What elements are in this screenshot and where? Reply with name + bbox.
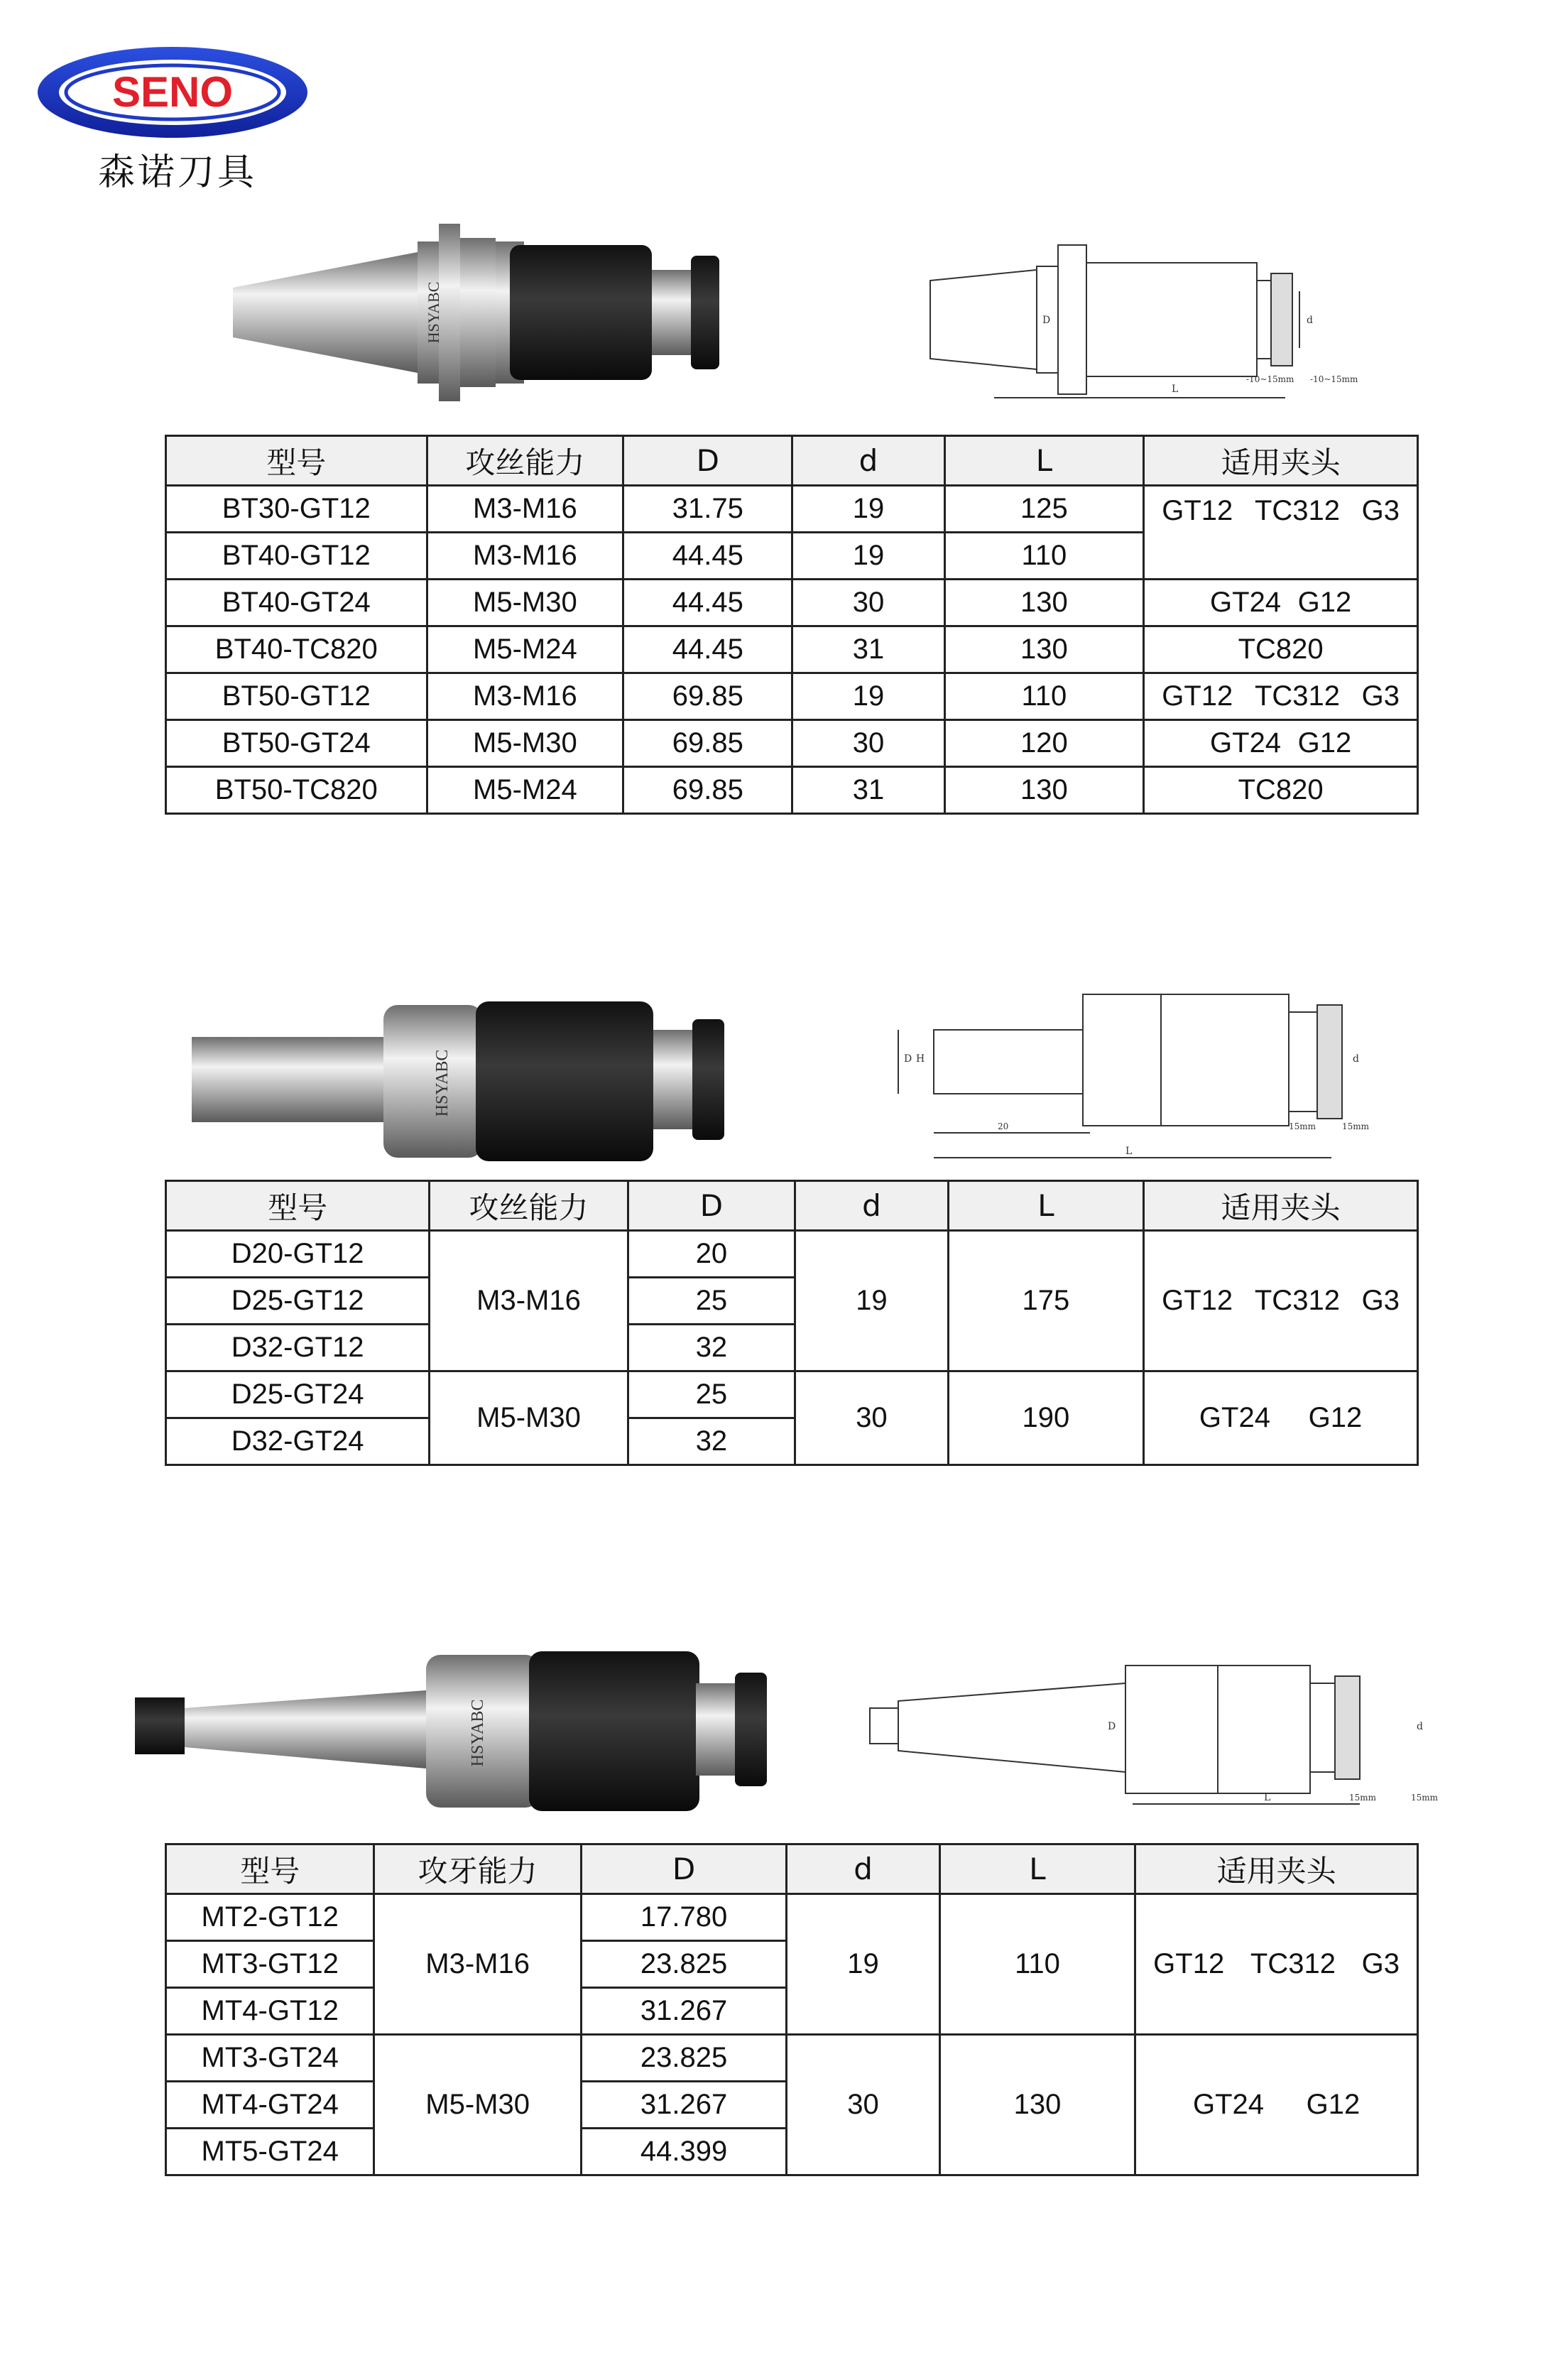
company-name: 森诺刀具 [98, 151, 258, 194]
cell-capacity: M5-M24 [427, 767, 623, 814]
cell-D: 31.267 [581, 1988, 787, 2035]
cell-model: BT50-TC820 [166, 767, 427, 814]
cell-chucks: TC820 [1144, 626, 1418, 673]
cell-d: 31 [792, 626, 944, 673]
cell-D: 23.825 [581, 1941, 787, 1988]
table-row [166, 673, 1418, 720]
cell-model: BT50-GT24 [166, 720, 427, 767]
svg-text:d: d [1307, 315, 1313, 326]
cell-L: 110 [944, 533, 1144, 580]
svg-text:D: D [1108, 1721, 1116, 1732]
svg-text:D: D [904, 1053, 912, 1065]
cell-L: 110 [939, 1894, 1135, 2035]
cell-model: BT40-GT24 [166, 580, 427, 626]
bt-holder-photo [226, 213, 751, 412]
cell-L: 130 [944, 580, 1144, 626]
col-header-model: 型号 [166, 1181, 430, 1231]
svg-text:-10~15mm: -10~15mm [1310, 374, 1358, 384]
svg-text:HSYABC: HSYABC [425, 281, 442, 344]
col-header-chucks: 适用夹头 [1135, 1844, 1418, 1894]
svg-text:D: D [1042, 315, 1051, 326]
cell-D: 25 [628, 1371, 795, 1418]
cell-d: 19 [792, 486, 944, 533]
chuck-label: G3 [1361, 1948, 1400, 1979]
cell-D: 69.85 [623, 720, 792, 767]
cell-D: 44.45 [623, 626, 792, 673]
morse-taper-spec-table [165, 1843, 1419, 2176]
col-header-L: L [939, 1844, 1135, 1894]
chuck-label: GT12 [1153, 1948, 1225, 1979]
cell-d: 30 [792, 720, 944, 767]
cell-d: 19 [787, 1894, 940, 2035]
cell-chucks [1144, 580, 1418, 626]
bt-spec-table [165, 435, 1419, 815]
svg-text:15mm: 15mm [1411, 1793, 1439, 1803]
table-row [166, 580, 1418, 626]
cell-D: 44.45 [623, 580, 792, 626]
col-header-L: L [944, 436, 1144, 486]
cell-D: 31.267 [581, 2082, 787, 2129]
chuck-label: TC312 [1254, 680, 1340, 712]
table-row [166, 1371, 1418, 1418]
cell-capacity: M5-M30 [430, 1371, 628, 1465]
chuck-label: GT12 [1162, 680, 1233, 712]
col-header-chucks: 适用夹头 [1144, 436, 1418, 486]
cell-d: 30 [792, 580, 944, 626]
cell-capacity: M3-M16 [427, 673, 623, 720]
table-row [166, 720, 1418, 767]
cell-D: 69.85 [623, 767, 792, 814]
svg-text:15mm: 15mm [1349, 1793, 1377, 1803]
svg-text:20: 20 [998, 1121, 1009, 1131]
col-header-chucks: 适用夹头 [1144, 1181, 1418, 1231]
cell-model: MT3-GT24 [166, 2035, 374, 2082]
bt-holder-drawing [923, 234, 1363, 405]
chuck-label: G3 [1361, 680, 1400, 712]
col-header-D: D [628, 1181, 795, 1231]
cell-model: D25-GT12 [166, 1278, 430, 1325]
chuck-label: GT24 [1192, 2089, 1264, 2120]
cell-chucks [1144, 1371, 1418, 1465]
cell-chucks [1135, 1894, 1418, 2035]
svg-text:HSYABC: HSYABC [433, 1049, 452, 1117]
cell-L: 130 [939, 2035, 1135, 2175]
chuck-label: GT12 [1162, 1285, 1233, 1316]
cell-D: 31.75 [623, 486, 792, 533]
cell-d: 30 [795, 1371, 949, 1465]
col-header-d: d [787, 1844, 940, 1894]
chuck-label: GT24 [1210, 727, 1282, 759]
cell-L: 110 [944, 673, 1144, 720]
chuck-label: TC312 [1254, 495, 1340, 526]
cell-capacity: M5-M30 [427, 580, 623, 626]
svg-text:d: d [1417, 1721, 1423, 1732]
straight-shank-drawing [891, 991, 1388, 1168]
svg-text:15mm: 15mm [1342, 1121, 1370, 1131]
cell-model: D32-GT12 [166, 1325, 430, 1371]
cell-d: 19 [795, 1231, 949, 1371]
cell-D: 44.45 [623, 533, 792, 580]
table-row [166, 486, 1418, 533]
cell-model: D20-GT12 [166, 1231, 430, 1278]
cell-L: 190 [948, 1371, 1143, 1465]
chuck-label: G12 [1308, 1402, 1363, 1433]
chuck-label: GT24 [1210, 587, 1282, 618]
chuck-label: G12 [1297, 727, 1352, 759]
col-header-capacity: 攻牙能力 [374, 1844, 581, 1894]
cell-capacity: M5-M24 [427, 626, 623, 673]
chuck-label: TC312 [1250, 1948, 1336, 1979]
table-row [166, 2035, 1418, 2082]
cell-capacity: M5-M30 [374, 2035, 581, 2175]
cell-model: MT2-GT12 [166, 1894, 374, 1941]
table-row [166, 1231, 1418, 1278]
morse-taper-drawing [863, 1658, 1452, 1822]
cell-model: MT4-GT12 [166, 1988, 374, 2035]
morse-taper-holder-photo [135, 1641, 817, 1818]
cell-L: 120 [944, 720, 1144, 767]
cell-D: 20 [628, 1231, 795, 1278]
cell-capacity: M3-M16 [430, 1231, 628, 1371]
table-row [166, 1894, 1418, 1941]
col-header-d: d [792, 436, 944, 486]
cell-D: 69.85 [623, 673, 792, 720]
col-header-d: d [795, 1181, 949, 1231]
svg-text:-10~15mm: -10~15mm [1246, 374, 1294, 384]
chuck-label: TC312 [1254, 1285, 1340, 1316]
svg-text:HSYABC: HSYABC [469, 1699, 487, 1767]
cell-chucks [1135, 2035, 1418, 2175]
col-header-model: 型号 [166, 1844, 374, 1894]
cell-L: 130 [944, 626, 1144, 673]
cell-capacity: M5-M30 [427, 720, 623, 767]
svg-text:d: d [1353, 1053, 1359, 1065]
col-header-D: D [581, 1844, 787, 1894]
chuck-label: G3 [1361, 495, 1400, 526]
cell-model: BT40-TC820 [166, 626, 427, 673]
svg-text:L: L [1172, 384, 1179, 395]
table-row [166, 626, 1418, 673]
svg-text:L: L [1125, 1146, 1133, 1157]
cell-D: 32 [628, 1418, 795, 1465]
cell-model: BT30-GT12 [166, 486, 427, 533]
chuck-label: G12 [1297, 587, 1352, 618]
col-header-D: D [623, 436, 792, 486]
cell-chucks [1144, 673, 1418, 720]
cell-d: 19 [792, 673, 944, 720]
col-header-capacity: 攻丝能力 [427, 436, 623, 486]
cell-model: BT50-GT12 [166, 673, 427, 720]
cell-D: 17.780 [581, 1894, 787, 1941]
chuck-label: GT24 [1199, 1402, 1270, 1433]
chuck-label: GT12 [1162, 495, 1233, 526]
table-row [166, 767, 1418, 814]
cell-L: 130 [944, 767, 1144, 814]
cell-model: D25-GT24 [166, 1371, 430, 1418]
cell-capacity: M3-M16 [427, 533, 623, 580]
cell-L: 175 [948, 1231, 1143, 1371]
cell-model: MT3-GT12 [166, 1941, 374, 1988]
svg-text:H: H [916, 1053, 925, 1065]
cell-capacity: M3-M16 [374, 1894, 581, 2035]
cell-capacity: M3-M16 [427, 486, 623, 533]
cell-L: 125 [944, 486, 1144, 533]
cell-model: MT5-GT24 [166, 2129, 374, 2175]
straight-shank-holder-photo [185, 991, 753, 1175]
svg-text:15mm: 15mm [1289, 1121, 1316, 1131]
svg-text:L: L [1264, 1792, 1271, 1803]
cell-D: 32 [628, 1325, 795, 1371]
straight-shank-spec-table [165, 1180, 1419, 1466]
cell-d: 19 [792, 533, 944, 580]
cell-chucks [1144, 720, 1418, 767]
col-header-L: L [948, 1181, 1143, 1231]
chuck-label: G12 [1306, 2089, 1361, 2120]
svg-text:SENO: SENO [111, 68, 234, 116]
cell-model: BT40-GT12 [166, 533, 427, 580]
cell-model: MT4-GT24 [166, 2082, 374, 2129]
col-header-model: 型号 [166, 436, 427, 486]
cell-model: D32-GT24 [166, 1418, 430, 1465]
cell-D: 44.399 [581, 2129, 787, 2175]
cell-D: 25 [628, 1278, 795, 1325]
cell-chucks [1144, 486, 1418, 580]
col-header-capacity: 攻丝能力 [430, 1181, 628, 1231]
cell-D: 23.825 [581, 2035, 787, 2082]
chuck-label: G3 [1361, 1285, 1400, 1316]
cell-d: 31 [792, 767, 944, 814]
cell-chucks: TC820 [1144, 767, 1418, 814]
cell-d: 30 [787, 2035, 940, 2175]
cell-chucks [1144, 1231, 1418, 1371]
